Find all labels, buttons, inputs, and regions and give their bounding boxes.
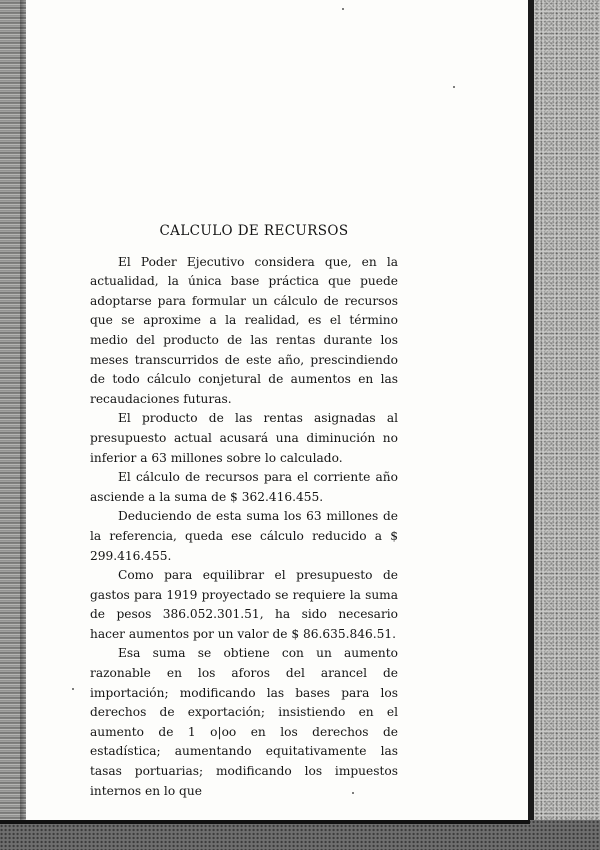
paragraph: Como para equilibrar el presupuesto de gastos para 1919 proyectado se requiere la suma de pesos 386.052.301.51, ha sido necesario hacer aumentos por un valor de $ 86.635.846.51. [90,568,398,641]
paragraph: El cálculo de recursos para el corriente año asciende a la suma de $ 362.416.455. [90,470,398,504]
scan-bottom-edge [0,820,600,850]
book-spine-shadow [0,0,26,850]
paragraph: El producto de las rentas asignadas al presupuesto actual acusará una diminución no inferior a 63 millones sobre lo calculado. [90,411,398,465]
adjacent-page-edge [528,0,600,850]
scan-speck [453,86,455,88]
paragraph: Deduciendo de esta suma los 63 millones de la referencia, queda ese cálculo reducido a $ 299.416.455. [90,509,398,563]
scan-speck [72,688,74,690]
scan-speck [342,8,344,10]
page-body [90,222,398,801]
paragraph: El Poder Ejecutivo considera que, en la actualidad, la única base práctica que puede adoptarse para formular un cálculo de recursos que se aproxime a la realidad, es el término medio del producto de las rentas durante los meses transcurridos de este año, prescindiendo de todo cálculo conjetural de aumentos en las recaudaciones futuras. [90,254,398,406]
paragraph: Esa suma se obtiene con un aumento razonable en los aforos del arancel de importación; modificando las bases para los derechos de exportación; insistiendo en el aumento de 1 o|oo en los derechos de estadística; aumentando equitativamente las tasas portuarias; modificando los impuestos internos en lo que [90,646,398,798]
section-title: CALCULO DE RECURSOS [159,223,349,239]
